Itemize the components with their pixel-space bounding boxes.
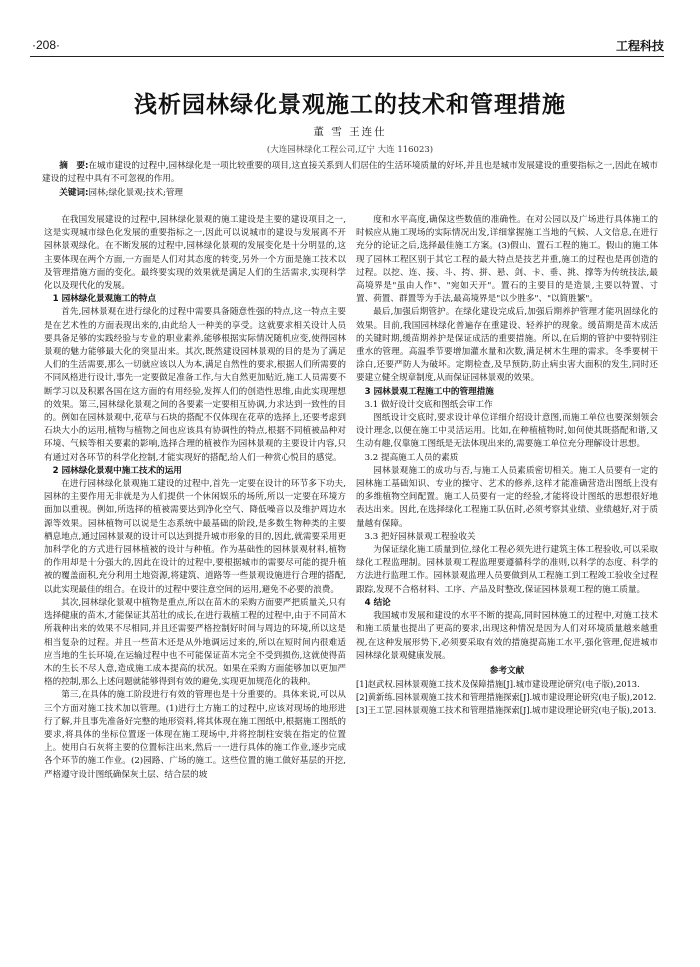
body-paragraph: 在我国发展建设的过程中,园林绿化景观的施工建设是主要的建设项目之一,这是实现城市绿色化发展的重要指标之一,因此可以说城市的建设与发展离不开园林景观绿化。在不断发展的过程中,园林绿化景观的发展变化是十分明显的,这主要体现在两个方面,一方面是人们对其态度的转变,另外一个方面是施工技术以及管理措施方面的变化。最终要实现的效果就是满足人们的生活需求,实现科学化以及现代化的发展。 [44,215,346,292]
subsection-heading: 3.1 做好设计交底和图纸会审工作 [364,399,493,410]
page-number: ·208· [32,38,61,52]
article-authors: 董 雪 王连仕 [313,126,387,138]
references-list [356,678,658,717]
abstract-text: 在城市建设的过程中,园林绿化是一项比较重要的项目,这直接关系到人们居住的生活环境质量的好坏,并且也是城市发展建设的重要指标之一,因此在城市建设的过程中具有不可忽视的作用。 [42,161,658,184]
section-heading: 4 结论 [364,597,391,608]
body-paragraph: 其次,园林绿化景观中植物是重点,所以在苗木的采购方面要严把质量关,只有选择健康的苗木,才能保证其茁壮的成长,在进行栽植工程的过程中,由于不同苗木所栽种出来的效果不尽相同,并且还需要严格控制好时间与周边的环境,所以这是相当复杂的过程。并且一些苗木还是从外地调运过来的,所以在短时间内很难适应当地的生长环境,在运输过程中也不可能保证苗木完全不受到损伤,这就使得苗木的生长不尽人意,造成施工成本提高的状况。如果在采购方面能够加以更加严格的控制,那么上述问题就能够得到有效的避免,实现更加规范化的栽种。 [44,597,346,688]
section-heading: 3 园林景观工程施工中的管理措施 [364,386,494,397]
body-paragraph: 度和水平高度,确保这些数值的准确性。在对公园以及广场进行具体施工的时候应从施工现场的实际情况出发,详细掌握施工当地的气候、人文信息,在进行充分的论证之后,选择最佳施工方案。(3)假山、置石工程的施工。假山的施工体现了园林工程区别于其它工程的最大特点是技艺并重,施工的过程也是再创造的过程。以挖、连、接、斗、挎、拼、悬、剑、卡、垂、挑、撑等为传统技法,最高境界是"虽由人作"、"宛如天开"。置石的主要目的是造景,主要以特置、寸置、荷置、群置等为手法,最高境界是"以少胜多"、"以简胜繁"。 [356,215,658,305]
journal-section: 工程科技 [615,39,664,53]
right-column-body [356,214,658,663]
section-heading: 2 园林绿化景观中施工技术的运用 [52,465,182,476]
body-paragraph: 在进行园林绿化景观施工建设的过程中,首先一定要在设计的环节多下功夫,园林的主要作用无非就是为人们提供一个休闲娱乐的场所,所以一定要在环境方面加以重视。例如,所选择的植被需要达到净化空气、降低噪音以及维护周边水源等效果。园林植物可以说是生态系统中最基础的阶段,是多数生物种类的主要栖息地点,通过园林景观的设计可以达到提升城市形象的目的,因此,就需要采用更加科学化的方式进行园林植被的设计与种植。作为基础性的园林景观材料,植物的作用却是十分强大的,因此在设计的过程中,要根据城市的需要尽可能的提升植被的覆盖面积,充分利用土地资源,将建筑、道路等一些景观设施进行合理的搭配,以此实现最佳的组合。在设计的过程中要注意空间的运用,避免不必要的浪费。 [44,479,346,595]
keywords-label: 关键词: [59,188,89,198]
reference-item: [1]赵武权.园林景观施工技术及保障措施[J].城市建设理论研究(电子版),2013. [356,679,640,690]
keywords [42,187,660,200]
abstract [42,160,660,186]
body-paragraph: 我国城市发展和建设的水平不断的提高,同时园林施工的过程中,对施工技术和施工质量也提出了更高的要求,出现这种情况是因为人们对环境质量越来越重视,在这种发展形势下,必须要采取有效的措施提高施工水平,强化管理,促进城市园林绿化景观健康发展。 [356,611,658,661]
subsection-heading: 3.3 把好园林景观工程验收关 [364,531,476,542]
keywords-text: 园林;绿化景观;技术;管理 [88,188,184,198]
body-paragraph: 园林景观施工的成功与否,与施工人员素质密切相关。施工人员要有一定的园林施工基础知识、专业的操守、艺术的修养,这样才能准确营造出图纸上没有的多维植物空间配置。施工人员要有一定的经验,才能将设计图纸的思想很好地表达出来。因此,在选择绿化工程施工队伍时,必须考察其业绩、业绩越好,对于质量越有保障。 [356,465,658,529]
left-column [44,214,346,782]
right-column [356,214,658,717]
subsection-heading: 3.2 提高施工人员的素质 [364,452,459,463]
article-title: 浅析园林绿化景观施工的技术和管理措施 [134,91,566,118]
section-heading: 1 园林绿化景观施工的特点 [52,294,157,305]
body-paragraph: 图纸设计交底时,要求设计单位详细介绍设计意图,而施工单位也要深刻领会设计理念,以便在施工中灵活运用。比如,在种植植物时,如何使其既搭配和谐,又生动有趣,仅靠施工图纸是无法体现出来的,需要施工单位充分理解设计思想。 [356,413,658,450]
reference-item: [3]王工罡.园林景观施工技术和管理措施探索[J].城市建设理论研究(电子版),2013. [356,705,657,716]
body-paragraph: 首先,园林景观在进行绿化的过程中需要具备随意性强的特点,这一特点主要是在艺术性的方面表现出来的,由此给人一种美的享受。这就要求相关设计人员要具备足够的实践经验与专业的职业素养,能够根据实际情况随机应变,使得园林景观的魅力能够最大化的突显出来。其次,既然建设园林景观的目的是为了满足人们的生活需要,那么一切就应该以人为本,满足自然性的要求,根据人们所需要的不同风格进行设计,事先一定要做足准备工作,与大自然更加贴近,施工人员需要不断学习以及积累各国在这方面的有用经验,发挥人们的创造性思维,由此实现理想的效果。第三,园林绿化景观之间的各要素一定要相互协调,力求达到一致性的目的。例如在园林景观中,花草与石块的搭配不仅体现在花草的选择上,还要考虑到石块大小的运用,植物与植物之间也应该具有协调性的特点,根据不同植被品种对环境、气候等相关要素的影响,选择合理的植被作为园林景观的主要设计内容,只有通过对各环节的科学化控制,才能实现好的搭配,给人们一种赏心悦目的感觉。 [44,307,346,463]
page-header [30,36,664,57]
abstract-label: 摘 要: [59,161,89,171]
references-title: 参考文献 [489,665,525,676]
body-paragraph: 第三,在具体的施工阶段进行有效的管理也是十分重要的。具体来说,可以从三个方面对施工技术加以管理。(1)进行土方施工的过程中,应该对现场的地形进行了解,并且事先准备好完整的地形资料,将其体现在施工图纸中,根据施工图纸的要求,将具体的坐标位置逐一体现在施工现场中,并将控制柱安装在指定的位置上。使用白石灰将主要的位置标注出来,然后一一进行具体的施工作业,逐步完成各个环节的施工作业。(2)园路、广场的施工。这些位置的施工做好基层的开挖,严格遵守设计图纸确保灰土层、结合层的坡 [44,690,346,780]
body-paragraph: 最后,加强后期管护。在绿化建设完成后,加强后期养护管理才能巩固绿化的效果。目前,我国园林绿化普遍存在重建设、轻养护的现象。缓苗期是苗木成活的关键时期,缓苗期养护是保证成活的重要措施。所以,在后期的管护中要特别注重水的管理。高温季节要增加灌水量和次数,满足树木生理的需求。冬季要树干涂白,还要严防人为破坏。定期检查,及早预防,防止病虫害大面积的发生,同时还要建立健全规章制度,从而保证园林景观的效果。 [356,307,658,384]
body-paragraph: 为保证绿化施工质量到位,绿化工程必须先进行建筑主体工程验收,可以采取绿化工程监理制。园林景观工程监理要遵循科学的准则,以科学的态度、科学的方法进行监理工作。园林景观监理人员要做到从工程施工到工程竣工验收全过程跟踪,发现不合格材料、工序、产品及时整改,保证园林景观工程的施工质量。 [356,545,658,595]
author-affiliation: (大连园林绿化工程公司,辽宁 大连 116023) [266,145,434,155]
reference-item: [2]黄新练.园林景观施工技术和管理措施探索[J].城市建设理论研究(电子版),2012. [356,692,657,703]
